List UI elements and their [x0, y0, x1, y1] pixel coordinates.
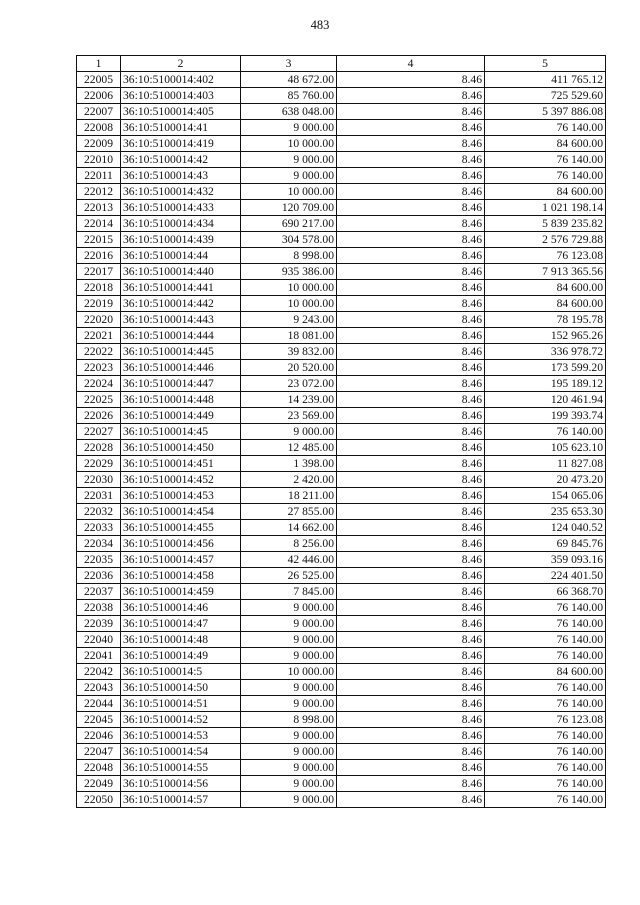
area-cell: 1 398.00: [241, 456, 337, 472]
area-cell: 10 000.00: [241, 136, 337, 152]
amount-cell: 76 140.00: [485, 776, 606, 792]
amount-cell: 84 600.00: [485, 184, 606, 200]
cadastral-number-cell: 36:10:5100014:45: [121, 424, 241, 440]
row-number-cell: 22033: [77, 520, 121, 536]
area-cell: 9 000.00: [241, 120, 337, 136]
amount-cell: 76 140.00: [485, 152, 606, 168]
cadastral-number-cell: 36:10:5100014:46: [121, 600, 241, 616]
rate-cell: 8.46: [337, 296, 485, 312]
rate-cell: 8.46: [337, 392, 485, 408]
table-row: [77, 632, 606, 648]
rate-cell: 8.46: [337, 648, 485, 664]
cadastral-number-cell: 36:10:5100014:42: [121, 152, 241, 168]
cadastral-number-cell: 36:10:5100014:433: [121, 200, 241, 216]
cadastral-number-cell: 36:10:5100014:456: [121, 536, 241, 552]
cadastral-number-cell: 36:10:5100014:446: [121, 360, 241, 376]
rate-cell: 8.46: [337, 184, 485, 200]
area-cell: 9 000.00: [241, 744, 337, 760]
rate-cell: 8.46: [337, 680, 485, 696]
cadastral-number-cell: 36:10:5100014:450: [121, 440, 241, 456]
table-row: [77, 536, 606, 552]
amount-cell: 105 623.10: [485, 440, 606, 456]
area-cell: 935 386.00: [241, 264, 337, 280]
rate-cell: 8.46: [337, 424, 485, 440]
column-header: 1: [77, 56, 121, 72]
amount-cell: 2 576 729.88: [485, 232, 606, 248]
table-body: [77, 72, 606, 808]
row-number-cell: 22039: [77, 616, 121, 632]
cadastral-number-cell: 36:10:5100014:445: [121, 344, 241, 360]
row-number-cell: 22042: [77, 664, 121, 680]
table-row: [77, 104, 606, 120]
row-number-cell: 22049: [77, 776, 121, 792]
row-number-cell: 22044: [77, 696, 121, 712]
cadastral-number-cell: 36:10:5100014:48: [121, 632, 241, 648]
row-number-cell: 22030: [77, 472, 121, 488]
area-cell: 9 000.00: [241, 760, 337, 776]
amount-cell: 84 600.00: [485, 136, 606, 152]
row-number-cell: 22036: [77, 568, 121, 584]
row-number-cell: 22035: [77, 552, 121, 568]
row-number-cell: 22016: [77, 248, 121, 264]
rate-cell: 8.46: [337, 760, 485, 776]
cadastral-number-cell: 36:10:5100014:451: [121, 456, 241, 472]
table-row: [77, 408, 606, 424]
area-cell: 9 000.00: [241, 728, 337, 744]
table-row: [77, 472, 606, 488]
area-cell: 690 217.00: [241, 216, 337, 232]
rate-cell: 8.46: [337, 776, 485, 792]
area-cell: 9 000.00: [241, 616, 337, 632]
amount-cell: 76 140.00: [485, 600, 606, 616]
amount-cell: 84 600.00: [485, 280, 606, 296]
cadastral-number-cell: 36:10:5100014:41: [121, 120, 241, 136]
row-number-cell: 22021: [77, 328, 121, 344]
area-cell: 8 998.00: [241, 248, 337, 264]
table-row: [77, 552, 606, 568]
row-number-cell: 22012: [77, 184, 121, 200]
amount-cell: 76 140.00: [485, 424, 606, 440]
amount-cell: 66 368.70: [485, 584, 606, 600]
row-number-cell: 22007: [77, 104, 121, 120]
rate-cell: 8.46: [337, 632, 485, 648]
table-row: [77, 664, 606, 680]
cadastral-number-cell: 36:10:5100014:453: [121, 488, 241, 504]
rate-cell: 8.46: [337, 472, 485, 488]
row-number-cell: 22025: [77, 392, 121, 408]
table-row: [77, 744, 606, 760]
amount-cell: 11 827.08: [485, 456, 606, 472]
rate-cell: 8.46: [337, 728, 485, 744]
table-row: [77, 776, 606, 792]
rate-cell: 8.46: [337, 264, 485, 280]
cadastral-number-cell: 36:10:5100014:454: [121, 504, 241, 520]
amount-cell: 173 599.20: [485, 360, 606, 376]
rate-cell: 8.46: [337, 72, 485, 88]
area-cell: 9 000.00: [241, 424, 337, 440]
amount-cell: 76 140.00: [485, 168, 606, 184]
table-row: [77, 504, 606, 520]
area-cell: 638 048.00: [241, 104, 337, 120]
area-cell: 9 000.00: [241, 680, 337, 696]
cadastral-number-cell: 36:10:5100014:5: [121, 664, 241, 680]
rate-cell: 8.46: [337, 344, 485, 360]
page-number: 483: [310, 18, 330, 32]
rate-cell: 8.46: [337, 712, 485, 728]
row-number-cell: 22043: [77, 680, 121, 696]
table-row: [77, 248, 606, 264]
amount-cell: 69 845.76: [485, 536, 606, 552]
row-number-cell: 22005: [77, 72, 121, 88]
area-cell: 18 211.00: [241, 488, 337, 504]
row-number-cell: 22018: [77, 280, 121, 296]
amount-cell: 76 140.00: [485, 744, 606, 760]
amount-cell: 76 140.00: [485, 792, 606, 808]
table-row: [77, 264, 606, 280]
rate-cell: 8.46: [337, 536, 485, 552]
table-row: [77, 680, 606, 696]
amount-cell: 84 600.00: [485, 296, 606, 312]
area-cell: 23 569.00: [241, 408, 337, 424]
area-cell: 14 662.00: [241, 520, 337, 536]
row-number-cell: 22023: [77, 360, 121, 376]
cadastral-number-cell: 36:10:5100014:458: [121, 568, 241, 584]
amount-cell: 5 397 886.08: [485, 104, 606, 120]
table-row: [77, 216, 606, 232]
table-row: [77, 344, 606, 360]
rate-cell: 8.46: [337, 456, 485, 472]
cadastral-number-cell: 36:10:5100014:57: [121, 792, 241, 808]
table-row: [77, 440, 606, 456]
area-cell: 9 000.00: [241, 776, 337, 792]
cadastral-number-cell: 36:10:5100014:43: [121, 168, 241, 184]
area-cell: 23 072.00: [241, 376, 337, 392]
rate-cell: 8.46: [337, 696, 485, 712]
cadastral-number-cell: 36:10:5100014:55: [121, 760, 241, 776]
rate-cell: 8.46: [337, 504, 485, 520]
cadastral-number-cell: 36:10:5100014:53: [121, 728, 241, 744]
area-cell: 10 000.00: [241, 280, 337, 296]
amount-cell: 224 401.50: [485, 568, 606, 584]
amount-cell: 20 473.20: [485, 472, 606, 488]
table-row: [77, 376, 606, 392]
cadastral-number-cell: 36:10:5100014:439: [121, 232, 241, 248]
table-row: [77, 584, 606, 600]
cadastral-number-cell: 36:10:5100014:448: [121, 392, 241, 408]
row-number-cell: 22022: [77, 344, 121, 360]
amount-cell: 5 839 235.82: [485, 216, 606, 232]
cadastral-number-cell: 36:10:5100014:452: [121, 472, 241, 488]
cadastral-number-cell: 36:10:5100014:444: [121, 328, 241, 344]
area-cell: 42 446.00: [241, 552, 337, 568]
rate-cell: 8.46: [337, 664, 485, 680]
table-row: [77, 488, 606, 504]
rate-cell: 8.46: [337, 744, 485, 760]
row-number-cell: 22048: [77, 760, 121, 776]
area-cell: 8 256.00: [241, 536, 337, 552]
table-row: [77, 392, 606, 408]
rate-cell: 8.46: [337, 136, 485, 152]
table-row: [77, 424, 606, 440]
column-header: 4: [337, 56, 485, 72]
column-header: 5: [485, 56, 606, 72]
rate-cell: 8.46: [337, 152, 485, 168]
table-row: [77, 520, 606, 536]
amount-cell: 76 140.00: [485, 696, 606, 712]
amount-cell: 1 021 198.14: [485, 200, 606, 216]
row-number-cell: 22027: [77, 424, 121, 440]
amount-cell: 195 189.12: [485, 376, 606, 392]
amount-cell: 725 529.60: [485, 88, 606, 104]
row-number-cell: 22015: [77, 232, 121, 248]
cadastral-number-cell: 36:10:5100014:434: [121, 216, 241, 232]
rate-cell: 8.46: [337, 328, 485, 344]
row-number-cell: 22047: [77, 744, 121, 760]
row-number-cell: 22029: [77, 456, 121, 472]
table-row: [77, 168, 606, 184]
table-row: [77, 328, 606, 344]
rate-cell: 8.46: [337, 280, 485, 296]
amount-cell: 120 461.94: [485, 392, 606, 408]
table-row: [77, 72, 606, 88]
area-cell: 9 000.00: [241, 632, 337, 648]
cadastral-number-cell: 36:10:5100014:51: [121, 696, 241, 712]
row-number-cell: 22009: [77, 136, 121, 152]
cadastral-number-cell: 36:10:5100014:52: [121, 712, 241, 728]
row-number-cell: 22038: [77, 600, 121, 616]
rate-cell: 8.46: [337, 488, 485, 504]
area-cell: 12 485.00: [241, 440, 337, 456]
table-row: [77, 312, 606, 328]
area-cell: 27 855.00: [241, 504, 337, 520]
row-number-cell: 22019: [77, 296, 121, 312]
amount-cell: 235 653.30: [485, 504, 606, 520]
table-row: [77, 568, 606, 584]
area-cell: 9 000.00: [241, 792, 337, 808]
column-header: 3: [241, 56, 337, 72]
rate-cell: 8.46: [337, 312, 485, 328]
area-cell: 8 998.00: [241, 712, 337, 728]
rate-cell: 8.46: [337, 568, 485, 584]
table-header-row: [77, 56, 606, 72]
row-number-cell: 22008: [77, 120, 121, 136]
row-number-cell: 22041: [77, 648, 121, 664]
row-number-cell: 22011: [77, 168, 121, 184]
cadastral-number-cell: 36:10:5100014:459: [121, 584, 241, 600]
cadastral-number-cell: 36:10:5100014:419: [121, 136, 241, 152]
rate-cell: 8.46: [337, 360, 485, 376]
area-cell: 39 832.00: [241, 344, 337, 360]
table-row: [77, 232, 606, 248]
area-cell: 120 709.00: [241, 200, 337, 216]
table-row: [77, 296, 606, 312]
amount-cell: 124 040.52: [485, 520, 606, 536]
table-row: [77, 760, 606, 776]
data-table: [76, 55, 606, 808]
area-cell: 9 000.00: [241, 648, 337, 664]
amount-cell: 7 913 365.56: [485, 264, 606, 280]
amount-cell: 336 978.72: [485, 344, 606, 360]
amount-cell: 76 140.00: [485, 616, 606, 632]
table-row: [77, 600, 606, 616]
area-cell: 26 525.00: [241, 568, 337, 584]
row-number-cell: 22020: [77, 312, 121, 328]
rate-cell: 8.46: [337, 792, 485, 808]
row-number-cell: 22028: [77, 440, 121, 456]
row-number-cell: 22037: [77, 584, 121, 600]
cadastral-number-cell: 36:10:5100014:455: [121, 520, 241, 536]
row-number-cell: 22034: [77, 536, 121, 552]
row-number-cell: 22045: [77, 712, 121, 728]
cadastral-number-cell: 36:10:5100014:449: [121, 408, 241, 424]
rate-cell: 8.46: [337, 408, 485, 424]
amount-cell: 76 140.00: [485, 632, 606, 648]
amount-cell: 154 065.06: [485, 488, 606, 504]
amount-cell: 76 123.08: [485, 712, 606, 728]
table-row: [77, 360, 606, 376]
rate-cell: 8.46: [337, 600, 485, 616]
area-cell: 10 000.00: [241, 664, 337, 680]
amount-cell: 76 140.00: [485, 648, 606, 664]
rate-cell: 8.46: [337, 120, 485, 136]
row-number-cell: 22031: [77, 488, 121, 504]
cadastral-number-cell: 36:10:5100014:405: [121, 104, 241, 120]
table-row: [77, 616, 606, 632]
rate-cell: 8.46: [337, 376, 485, 392]
cadastral-number-cell: 36:10:5100014:44: [121, 248, 241, 264]
area-cell: 85 760.00: [241, 88, 337, 104]
amount-cell: 76 140.00: [485, 680, 606, 696]
rate-cell: 8.46: [337, 520, 485, 536]
row-number-cell: 22040: [77, 632, 121, 648]
area-cell: 10 000.00: [241, 184, 337, 200]
rate-cell: 8.46: [337, 440, 485, 456]
table-row: [77, 88, 606, 104]
cadastral-number-cell: 36:10:5100014:47: [121, 616, 241, 632]
table-row: [77, 456, 606, 472]
row-number-cell: 22014: [77, 216, 121, 232]
amount-cell: 199 393.74: [485, 408, 606, 424]
area-cell: 10 000.00: [241, 296, 337, 312]
rate-cell: 8.46: [337, 88, 485, 104]
area-cell: 9 000.00: [241, 168, 337, 184]
amount-cell: 152 965.26: [485, 328, 606, 344]
table-row: [77, 200, 606, 216]
rate-cell: 8.46: [337, 248, 485, 264]
row-number-cell: 22017: [77, 264, 121, 280]
amount-cell: 84 600.00: [485, 664, 606, 680]
table-row: [77, 136, 606, 152]
area-cell: 7 845.00: [241, 584, 337, 600]
amount-cell: 411 765.12: [485, 72, 606, 88]
cadastral-number-cell: 36:10:5100014:402: [121, 72, 241, 88]
table-row: [77, 120, 606, 136]
row-number-cell: 22046: [77, 728, 121, 744]
row-number-cell: 22024: [77, 376, 121, 392]
amount-cell: 76 140.00: [485, 728, 606, 744]
table-row: [77, 184, 606, 200]
cadastral-number-cell: 36:10:5100014:432: [121, 184, 241, 200]
cadastral-number-cell: 36:10:5100014:447: [121, 376, 241, 392]
cadastral-number-cell: 36:10:5100014:442: [121, 296, 241, 312]
amount-cell: 76 123.08: [485, 248, 606, 264]
row-number-cell: 22026: [77, 408, 121, 424]
rate-cell: 8.46: [337, 232, 485, 248]
table-row: [77, 792, 606, 808]
area-cell: 9 243.00: [241, 312, 337, 328]
cadastral-number-cell: 36:10:5100014:56: [121, 776, 241, 792]
rate-cell: 8.46: [337, 168, 485, 184]
cadastral-number-cell: 36:10:5100014:50: [121, 680, 241, 696]
cadastral-number-cell: 36:10:5100014:440: [121, 264, 241, 280]
cadastral-number-cell: 36:10:5100014:443: [121, 312, 241, 328]
cadastral-number-cell: 36:10:5100014:54: [121, 744, 241, 760]
row-number-cell: 22010: [77, 152, 121, 168]
rate-cell: 8.46: [337, 616, 485, 632]
amount-cell: 359 093.16: [485, 552, 606, 568]
area-cell: 9 000.00: [241, 696, 337, 712]
area-cell: 9 000.00: [241, 600, 337, 616]
area-cell: 18 081.00: [241, 328, 337, 344]
cadastral-number-cell: 36:10:5100014:441: [121, 280, 241, 296]
rate-cell: 8.46: [337, 584, 485, 600]
area-cell: 20 520.00: [241, 360, 337, 376]
area-cell: 304 578.00: [241, 232, 337, 248]
amount-cell: 78 195.78: [485, 312, 606, 328]
area-cell: 48 672.00: [241, 72, 337, 88]
area-cell: 14 239.00: [241, 392, 337, 408]
table-row: [77, 152, 606, 168]
rate-cell: 8.46: [337, 200, 485, 216]
amount-cell: 76 140.00: [485, 120, 606, 136]
table-row: [77, 648, 606, 664]
table-row: [77, 712, 606, 728]
table-row: [77, 728, 606, 744]
amount-cell: 76 140.00: [485, 760, 606, 776]
rate-cell: 8.46: [337, 104, 485, 120]
area-cell: 9 000.00: [241, 152, 337, 168]
area-cell: 2 420.00: [241, 472, 337, 488]
row-number-cell: 22013: [77, 200, 121, 216]
row-number-cell: 22006: [77, 88, 121, 104]
row-number-cell: 22032: [77, 504, 121, 520]
table-row: [77, 696, 606, 712]
cadastral-number-cell: 36:10:5100014:49: [121, 648, 241, 664]
table-row: [77, 280, 606, 296]
rate-cell: 8.46: [337, 216, 485, 232]
cadastral-number-cell: 36:10:5100014:457: [121, 552, 241, 568]
rate-cell: 8.46: [337, 552, 485, 568]
row-number-cell: 22050: [77, 792, 121, 808]
column-header: 2: [121, 56, 241, 72]
cadastral-number-cell: 36:10:5100014:403: [121, 88, 241, 104]
